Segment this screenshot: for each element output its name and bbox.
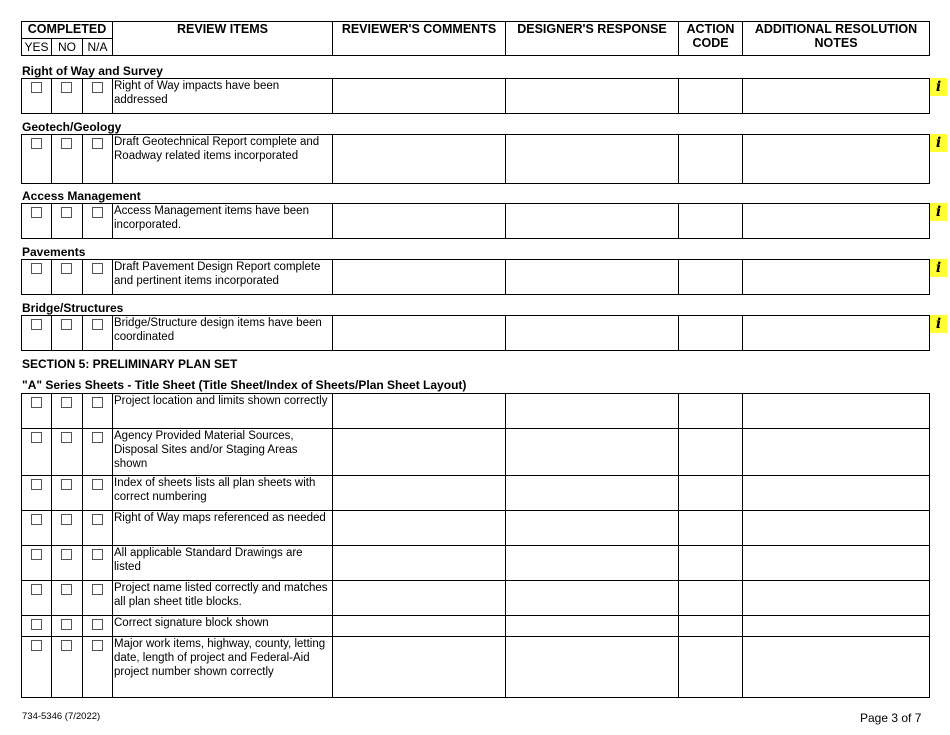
designers-response-field[interactable] bbox=[506, 546, 679, 581]
na-cell bbox=[83, 260, 113, 295]
action-code-field[interactable] bbox=[679, 204, 743, 239]
no-checkbox[interactable] bbox=[61, 319, 72, 330]
na-checkbox[interactable] bbox=[92, 138, 103, 149]
reviewers-comment-field[interactable] bbox=[333, 476, 506, 511]
yes-cell bbox=[22, 135, 52, 184]
additional-notes-field[interactable] bbox=[743, 581, 930, 616]
reviewers-comment-field[interactable] bbox=[333, 394, 506, 429]
action-code-field[interactable] bbox=[679, 260, 743, 295]
no-checkbox[interactable] bbox=[61, 479, 72, 490]
action-code-field[interactable] bbox=[679, 316, 743, 351]
header-table bbox=[21, 21, 930, 56]
na-cell bbox=[83, 394, 113, 429]
na-checkbox[interactable] bbox=[92, 549, 103, 560]
yes-checkbox[interactable] bbox=[31, 138, 42, 149]
designers-response-field[interactable] bbox=[506, 260, 679, 295]
reviewers-comment-field[interactable] bbox=[333, 79, 506, 114]
designers-response-field[interactable] bbox=[506, 79, 679, 114]
na-checkbox[interactable] bbox=[92, 619, 103, 630]
no-checkbox[interactable] bbox=[61, 619, 72, 630]
section-bridge-structures: Bridge/Structures bbox=[22, 301, 124, 315]
na-checkbox[interactable] bbox=[92, 397, 103, 408]
table-row bbox=[22, 616, 930, 637]
yes-header: YES bbox=[22, 39, 52, 56]
geo-table bbox=[21, 134, 930, 184]
na-cell bbox=[83, 429, 113, 476]
additional-notes-field[interactable] bbox=[743, 429, 930, 476]
yes-cell bbox=[22, 637, 52, 698]
designers-response-field[interactable] bbox=[506, 135, 679, 184]
yes-cell bbox=[22, 429, 52, 476]
no-cell bbox=[52, 429, 83, 476]
na-checkbox[interactable] bbox=[92, 514, 103, 525]
section-5-title: SECTION 5: PRELIMINARY PLAN SET bbox=[22, 357, 238, 371]
yes-checkbox[interactable] bbox=[31, 432, 42, 443]
na-cell bbox=[83, 79, 113, 114]
reviewers-comment-field[interactable] bbox=[333, 511, 506, 546]
designers-response-field[interactable] bbox=[506, 476, 679, 511]
action-code-field[interactable] bbox=[679, 79, 743, 114]
designers-response-field[interactable] bbox=[506, 511, 679, 546]
pave-table bbox=[21, 259, 930, 295]
review-item: Project name listed correctly and matches all plan sheet title blocks. bbox=[113, 581, 333, 616]
no-checkbox[interactable] bbox=[61, 514, 72, 525]
designers-response-field[interactable] bbox=[506, 316, 679, 351]
yes-cell bbox=[22, 581, 52, 616]
reviewers-comment-field[interactable] bbox=[333, 637, 506, 698]
na-header: N/A bbox=[83, 39, 113, 56]
designers-response-field[interactable] bbox=[506, 616, 679, 637]
review-items-header: REVIEW ITEMS bbox=[113, 22, 333, 56]
reviewers-comment-field[interactable] bbox=[333, 581, 506, 616]
yes-checkbox[interactable] bbox=[31, 549, 42, 560]
yes-checkbox[interactable] bbox=[31, 263, 42, 274]
no-checkbox[interactable] bbox=[61, 432, 72, 443]
yes-checkbox[interactable] bbox=[31, 640, 42, 651]
yes-checkbox[interactable] bbox=[31, 619, 42, 630]
info-icon[interactable]: i bbox=[930, 259, 947, 277]
yes-checkbox[interactable] bbox=[31, 514, 42, 525]
additional-notes-header: ADDITIONAL RESOLUTION NOTES bbox=[743, 22, 930, 56]
no-cell bbox=[52, 616, 83, 637]
designers-response-field[interactable] bbox=[506, 204, 679, 239]
designers-response-field[interactable] bbox=[506, 429, 679, 476]
no-checkbox[interactable] bbox=[61, 549, 72, 560]
na-cell bbox=[83, 204, 113, 239]
action-code-field[interactable] bbox=[679, 616, 743, 637]
yes-cell bbox=[22, 394, 52, 429]
table-row bbox=[22, 581, 930, 616]
action-code-field[interactable] bbox=[679, 581, 743, 616]
na-checkbox[interactable] bbox=[92, 584, 103, 595]
review-item: Agency Provided Material Sources, Disposal Sites and/or Staging Areas shown bbox=[113, 429, 333, 476]
section-pavements: Pavements bbox=[22, 245, 86, 259]
table-row bbox=[22, 476, 930, 511]
additional-notes-field[interactable] bbox=[743, 135, 930, 184]
action-code-field[interactable] bbox=[679, 637, 743, 698]
review-item: Correct signature block shown bbox=[113, 616, 333, 637]
section-access-management: Access Management bbox=[22, 189, 141, 203]
section-right-of-way: Right of Way and Survey bbox=[22, 64, 163, 78]
na-checkbox[interactable] bbox=[92, 432, 103, 443]
no-cell bbox=[52, 79, 83, 114]
table-row bbox=[22, 546, 930, 581]
yes-checkbox[interactable] bbox=[31, 319, 42, 330]
review-item: Index of sheets lists all plan sheets with correct numbering bbox=[113, 476, 333, 511]
no-checkbox[interactable] bbox=[61, 584, 72, 595]
a-series-table bbox=[21, 393, 930, 698]
bridge-table bbox=[21, 315, 930, 351]
reviewers-comment-field[interactable] bbox=[333, 260, 506, 295]
review-item: Major work items, highway, county, letting date, length of project and Federal-Aid project number shown correctly bbox=[113, 637, 333, 698]
table-row bbox=[22, 511, 930, 546]
yes-cell bbox=[22, 260, 52, 295]
section-a-series-title: "A" Series Sheets - Title Sheet (Title Sheet/Index of Sheets/Plan Sheet Layout) bbox=[22, 378, 467, 392]
designers-response-field[interactable] bbox=[506, 394, 679, 429]
table-row bbox=[22, 394, 930, 429]
reviewers-comment-field[interactable] bbox=[333, 135, 506, 184]
action-code-field[interactable] bbox=[679, 511, 743, 546]
access-table bbox=[21, 203, 930, 239]
review-item: Draft Pavement Design Report complete and pertinent items incorporated bbox=[113, 260, 333, 295]
yes-cell bbox=[22, 316, 52, 351]
no-cell bbox=[52, 394, 83, 429]
additional-notes-field[interactable] bbox=[743, 204, 930, 239]
na-cell bbox=[83, 476, 113, 511]
no-cell bbox=[52, 316, 83, 351]
na-cell bbox=[83, 511, 113, 546]
no-cell bbox=[52, 135, 83, 184]
additional-notes-field[interactable] bbox=[743, 546, 930, 581]
na-checkbox[interactable] bbox=[92, 207, 103, 218]
yes-checkbox[interactable] bbox=[31, 82, 42, 93]
reviewers-comment-field[interactable] bbox=[333, 204, 506, 239]
additional-notes-field[interactable] bbox=[743, 616, 930, 637]
review-item: All applicable Standard Drawings are listed bbox=[113, 546, 333, 581]
na-cell bbox=[83, 316, 113, 351]
info-icon[interactable]: i bbox=[930, 134, 947, 152]
additional-notes-field[interactable] bbox=[743, 316, 930, 351]
na-cell bbox=[83, 637, 113, 698]
additional-notes-field[interactable] bbox=[743, 260, 930, 295]
review-item: Right of Way maps referenced as needed bbox=[113, 511, 333, 546]
designers-response-field[interactable] bbox=[506, 581, 679, 616]
na-checkbox[interactable] bbox=[92, 263, 103, 274]
designers-response-header: DESIGNER'S RESPONSE bbox=[506, 22, 679, 56]
yes-checkbox[interactable] bbox=[31, 584, 42, 595]
review-item: Bridge/Structure design items have been coordinated bbox=[113, 316, 333, 351]
no-cell bbox=[52, 260, 83, 295]
na-checkbox[interactable] bbox=[92, 479, 103, 490]
yes-cell bbox=[22, 546, 52, 581]
action-code-field[interactable] bbox=[679, 476, 743, 511]
reviewers-comments-header: REVIEWER'S COMMENTS bbox=[333, 22, 506, 56]
yes-checkbox[interactable] bbox=[31, 479, 42, 490]
yes-checkbox[interactable] bbox=[31, 207, 42, 218]
completed-header: COMPLETED bbox=[22, 22, 113, 39]
no-checkbox[interactable] bbox=[61, 82, 72, 93]
review-item: Draft Geotechnical Report complete and Roadway related items incorporated bbox=[113, 135, 333, 184]
review-item: Access Management items have been incorporated. bbox=[113, 204, 333, 239]
yes-checkbox[interactable] bbox=[31, 397, 42, 408]
action-code-field[interactable] bbox=[679, 135, 743, 184]
yes-cell bbox=[22, 476, 52, 511]
action-code-field[interactable] bbox=[679, 546, 743, 581]
na-cell bbox=[83, 546, 113, 581]
no-header: NO bbox=[52, 39, 83, 56]
reviewers-comment-field[interactable] bbox=[333, 616, 506, 637]
additional-notes-field[interactable] bbox=[743, 79, 930, 114]
yes-cell bbox=[22, 79, 52, 114]
no-cell bbox=[52, 637, 83, 698]
action-code-field[interactable] bbox=[679, 394, 743, 429]
section-geotech: Geotech/Geology bbox=[22, 120, 122, 134]
no-cell bbox=[52, 581, 83, 616]
additional-notes-field[interactable] bbox=[743, 394, 930, 429]
reviewers-comment-field[interactable] bbox=[333, 546, 506, 581]
yes-cell bbox=[22, 616, 52, 637]
no-cell bbox=[52, 204, 83, 239]
no-cell bbox=[52, 546, 83, 581]
row-table bbox=[21, 78, 930, 114]
na-cell bbox=[83, 616, 113, 637]
info-icon[interactable]: i bbox=[930, 78, 947, 96]
no-checkbox[interactable] bbox=[61, 263, 72, 274]
review-item: Project location and limits shown correctly bbox=[113, 394, 333, 429]
info-icon[interactable]: i bbox=[930, 203, 947, 221]
page-number: Page 3 of 7 bbox=[860, 711, 922, 725]
na-checkbox[interactable] bbox=[92, 640, 103, 651]
additional-notes-field[interactable] bbox=[743, 476, 930, 511]
designers-response-field[interactable] bbox=[506, 637, 679, 698]
reviewers-comment-field[interactable] bbox=[333, 429, 506, 476]
table-row bbox=[22, 637, 930, 698]
no-cell bbox=[52, 511, 83, 546]
na-cell bbox=[83, 135, 113, 184]
no-checkbox[interactable] bbox=[61, 207, 72, 218]
yes-cell bbox=[22, 511, 52, 546]
no-checkbox[interactable] bbox=[61, 640, 72, 651]
table-row bbox=[22, 429, 930, 476]
form-number: 734-5346 (7/2022) bbox=[22, 711, 101, 722]
additional-notes-field[interactable] bbox=[743, 637, 930, 698]
na-checkbox[interactable] bbox=[92, 82, 103, 93]
reviewers-comment-field[interactable] bbox=[333, 316, 506, 351]
yes-cell bbox=[22, 204, 52, 239]
na-cell bbox=[83, 581, 113, 616]
na-checkbox[interactable] bbox=[92, 319, 103, 330]
additional-notes-field[interactable] bbox=[743, 511, 930, 546]
action-code-header: ACTION CODE bbox=[679, 22, 743, 56]
no-checkbox[interactable] bbox=[61, 138, 72, 149]
action-code-field[interactable] bbox=[679, 429, 743, 476]
no-checkbox[interactable] bbox=[61, 397, 72, 408]
review-item: Right of Way impacts have been addressed bbox=[113, 79, 333, 114]
no-cell bbox=[52, 476, 83, 511]
info-icon[interactable]: i bbox=[930, 315, 947, 333]
